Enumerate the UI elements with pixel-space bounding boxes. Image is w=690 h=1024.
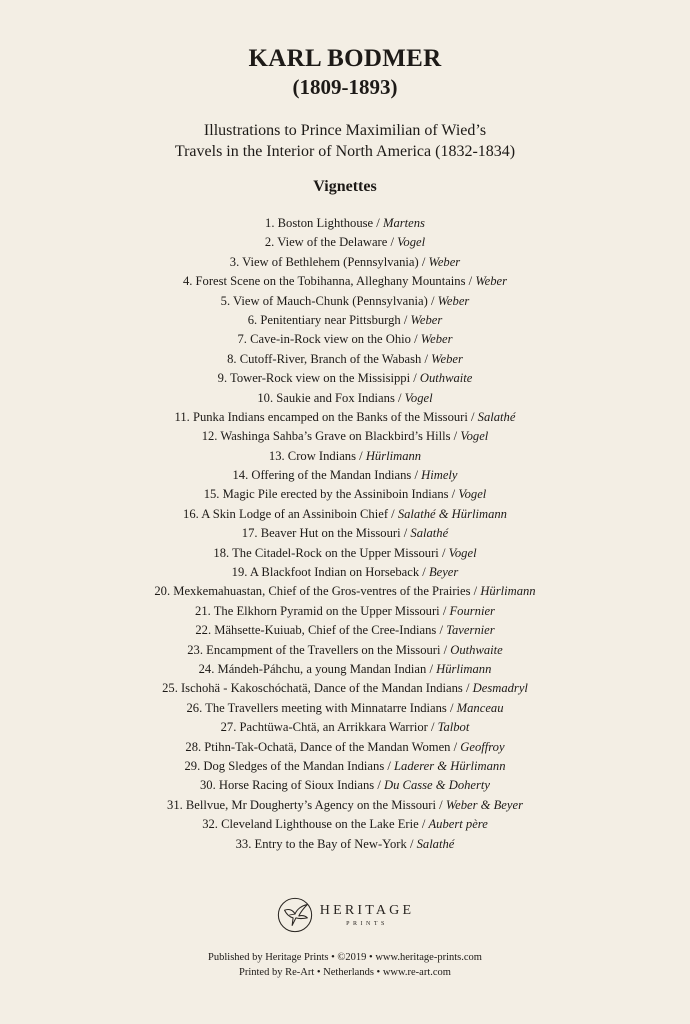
engraver-name: Salathé	[410, 526, 449, 541]
logo-text	[320, 904, 414, 927]
vignette-title: 2. View of the Delaware /	[264, 235, 398, 250]
engraver-name: Laderer & Hürlimann	[394, 758, 506, 773]
artist-years: (1809-1893)	[292, 75, 398, 99]
engraver-name: Hürlimann	[365, 448, 422, 463]
engraver-name: Himely	[421, 468, 458, 483]
section-title: Vignettes	[313, 178, 377, 195]
engraver-name: Outhwaite	[450, 642, 503, 657]
list-item	[0, 214, 690, 233]
engraver-name: Weber & Beyer	[445, 797, 523, 812]
artist-name: KARL BODMER	[248, 45, 442, 72]
list-item	[0, 621, 690, 640]
engraver-name: Salathé	[416, 836, 455, 851]
list-item	[0, 544, 690, 563]
list-item	[0, 699, 690, 718]
vignette-title: 26. The Travellers meeting with Minnatarre Indians /	[186, 700, 457, 715]
engraver-name: Desmadryl	[472, 681, 528, 696]
engraver-name: Martens	[382, 216, 425, 230]
list-item	[0, 641, 690, 660]
printer-line: Printed by Re-Art • Netherlands • www.re-art.com	[239, 967, 451, 978]
list-item	[0, 350, 690, 369]
list-item	[0, 835, 690, 854]
vignette-title: 1. Boston Lighthouse /	[265, 216, 383, 230]
list-item	[0, 718, 690, 737]
vignette-title: 15. Magic Pile erected by the Assiniboin Indians /	[203, 487, 459, 502]
vignette-title: 24. Mándeh-Páhchu, a young Mandan Indian /	[198, 661, 437, 676]
vignette-title: 6. Penitentiary near Pittsburgh /	[247, 312, 411, 327]
list-item	[0, 311, 690, 330]
list-item	[0, 582, 690, 601]
engraver-name: Salathé & Hürlimann	[397, 506, 507, 521]
vignette-title: 9. Tower-Rock view on the Missisippi /	[217, 371, 420, 386]
logo-word: HERITAGE	[319, 902, 415, 918]
list-item	[0, 408, 690, 427]
list-item	[0, 738, 690, 757]
engraver-name: Tavernier	[446, 623, 495, 638]
list-item	[0, 389, 690, 408]
engraver-name: Vogel	[458, 487, 487, 502]
vignette-title: 18. The Citadel-Rock on the Upper Missouri /	[213, 545, 449, 560]
vignette-title: 19. A Blackfoot Indian on Horseback /	[231, 565, 429, 580]
engraver-name: Weber	[410, 312, 443, 327]
engraver-name: Du Casse & Doherty	[384, 778, 490, 793]
list-item	[0, 505, 690, 524]
list-item	[0, 253, 690, 272]
logo-subword: PRINTS	[346, 920, 388, 927]
engraver-name: Weber	[475, 274, 508, 289]
list-item	[0, 427, 690, 446]
engraver-name: Hürlimann	[436, 661, 492, 676]
publisher-line: Published by Heritage Prints • ©2019 • www.heritage-prints.com	[208, 952, 482, 963]
vignette-title: 33. Entry to the Bay of New-York /	[235, 836, 417, 851]
engraver-name: Aubert père	[428, 817, 488, 832]
subtitle-line-2: Travels in the Interior of North America (1832-1834)	[174, 143, 516, 160]
list-item	[0, 679, 690, 698]
subtitle	[0, 120, 690, 162]
vignette-title: 21. The Elkhorn Pyramid on the Upper Missouri /	[195, 603, 450, 618]
vignette-title: 4. Forest Scene on the Tobihanna, Alleghany Mountains /	[182, 274, 476, 289]
engraver-name: Weber	[420, 332, 453, 347]
engraver-name: Weber	[437, 293, 470, 308]
vignette-title: 22. Mähsette-Kuiuab, Chief of the Cree-Indians /	[195, 623, 447, 638]
vignette-title: 25. Ischohä - Kakoschóchatä, Dance of the Mandan Indians /	[162, 681, 473, 696]
engraver-name: Weber	[428, 254, 461, 269]
vignette-title: 30. Horse Racing of Sioux Indians /	[200, 778, 384, 793]
vignette-title: 31. Bellvue, Mr Dougherty’s Agency on the Missouri /	[167, 797, 446, 812]
list-item	[0, 776, 690, 795]
engraver-name: Weber	[431, 351, 463, 366]
engraver-name: Salathé	[477, 409, 516, 424]
engraver-name: Vogel	[448, 545, 477, 560]
vignette-title: 5. View of Mauch-Chunk (Pennsylvania) /	[220, 293, 438, 308]
list-item	[0, 660, 690, 679]
list-item	[0, 815, 690, 834]
engraver-name: Beyer	[428, 565, 459, 580]
vignette-title: 20. Mexkemahuastan, Chief of the Gros-ventres of the Prairies /	[154, 584, 481, 599]
list-item	[0, 602, 690, 621]
list-item	[0, 292, 690, 311]
list-item	[0, 233, 690, 252]
list-item	[0, 485, 690, 504]
vignette-title: 17. Beaver Hut on the Missouri /	[241, 526, 411, 541]
engraver-name: Fournier	[449, 603, 495, 618]
vignette-title: 28. Ptihn-Tak-Ochatä, Dance of the Mandan Women /	[185, 739, 461, 754]
list-item	[0, 757, 690, 776]
footer	[0, 950, 690, 980]
engraver-name: Outhwaite	[419, 371, 473, 386]
vignette-title: 14. Offering of the Mandan Indians /	[232, 468, 422, 483]
vignette-title: 8. Cutoff-River, Branch of the Wabash /	[227, 351, 432, 366]
vignette-title: 3. View of Bethlehem (Pennsylvania) /	[229, 254, 429, 269]
vignette-title: 11. Punka Indians encamped on the Banks of the Missouri /	[174, 409, 478, 424]
hummingbird-logo-icon	[276, 896, 314, 934]
vignette-title: 32. Cleveland Lighthouse on the Lake Erie /	[202, 817, 429, 832]
vignette-title: 10. Saukie and Fox Indians /	[257, 390, 405, 405]
vignette-title: 7. Cave-in-Rock view on the Ohio /	[237, 332, 421, 347]
subtitle-line-1: Illustrations to Prince Maximilian of Wied’s	[203, 122, 487, 139]
engraver-name: Manceau	[456, 700, 504, 715]
vignette-title: 13. Crow Indians /	[268, 448, 366, 463]
vignette-title: 27. Pachtüwa-Chtä, an Arrikkara Warrior /	[220, 720, 438, 735]
vignette-title: 16. A Skin Lodge of an Assiniboin Chief /	[183, 506, 398, 521]
list-item	[0, 466, 690, 485]
list-item	[0, 796, 690, 815]
engraver-name: Talbot	[437, 720, 470, 735]
list-item	[0, 447, 690, 466]
engraver-name: Vogel	[460, 429, 489, 444]
engraver-name: Geoffroy	[460, 739, 505, 754]
vignette-list	[0, 214, 690, 854]
list-item	[0, 563, 690, 582]
list-item	[0, 524, 690, 543]
vignette-title: 12. Washinga Sahba’s Grave on Blackbird’s Hills /	[201, 429, 461, 444]
list-item	[0, 330, 690, 349]
engraver-name: Vogel	[404, 390, 433, 405]
heritage-prints-logo	[0, 895, 690, 935]
vignette-title: 29. Dog Sledges of the Mandan Indians /	[184, 758, 395, 773]
list-item	[0, 272, 690, 291]
vignette-title: 23. Encampment of the Travellers on the Missouri /	[187, 642, 451, 657]
engraver-name: Hürlimann	[480, 584, 536, 599]
engraver-name: Vogel	[397, 235, 426, 250]
list-item	[0, 369, 690, 388]
